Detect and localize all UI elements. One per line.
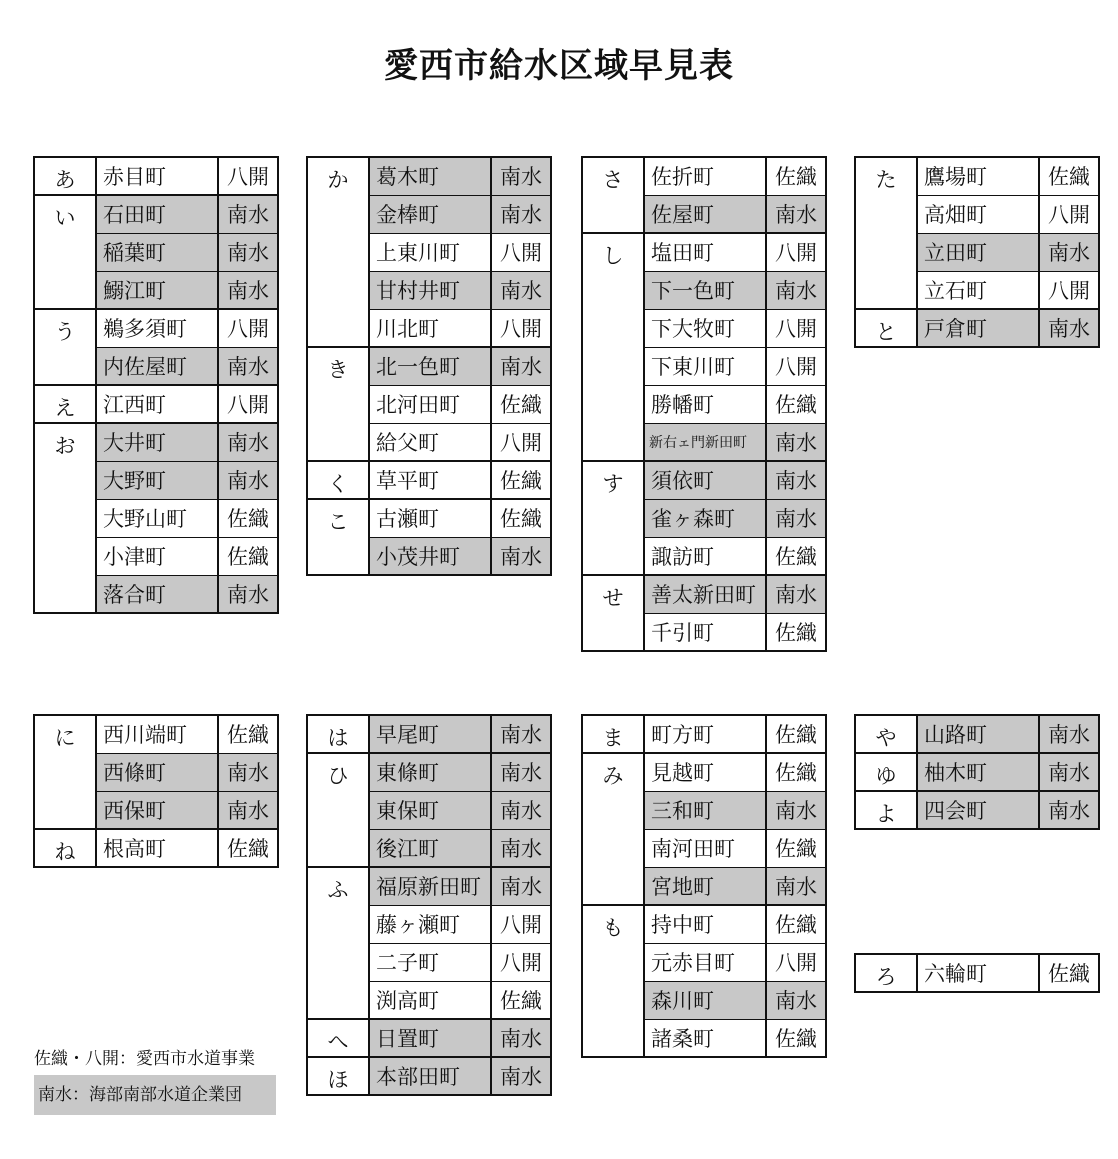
table-row [307, 347, 551, 385]
table-row [855, 954, 1099, 992]
table-row [307, 1057, 551, 1095]
supplier-cell: 南水 [218, 791, 278, 829]
kana-cell: ゆ [855, 753, 917, 791]
supplier-cell: 南水 [218, 423, 278, 461]
town-name-cell: 佐屋町 [644, 195, 766, 233]
supplier-cell: 南水 [766, 195, 826, 233]
town-name-cell: 戸倉町 [917, 309, 1039, 347]
town-name-cell: 立田町 [917, 233, 1039, 271]
supplier-cell: 佐織 [491, 461, 551, 499]
kana-cell: よ [855, 791, 917, 829]
kana-cell: み [582, 753, 644, 905]
town-name-cell: 落合町 [96, 575, 218, 613]
town-name-cell: 町方町 [644, 715, 766, 753]
supplier-cell: 南水 [491, 195, 551, 233]
kana-cell: く [307, 461, 369, 499]
kana-cell: に [34, 715, 96, 829]
town-name-cell: 勝幡町 [644, 385, 766, 423]
supplier-cell: 佐織 [218, 829, 278, 867]
town-name-cell: 見越町 [644, 753, 766, 791]
supplier-cell: 南水 [1039, 233, 1099, 271]
town-name-cell: 持中町 [644, 905, 766, 943]
town-name-cell: 下東川町 [644, 347, 766, 385]
town-name-cell: 小茂井町 [369, 537, 491, 575]
kana-cell: へ [307, 1019, 369, 1057]
table-row [307, 867, 551, 905]
town-name-cell: 内佐屋町 [96, 347, 218, 385]
table-block-ta-to [854, 156, 1100, 348]
table-row [582, 157, 826, 195]
town-name-cell: 鵜多須町 [96, 309, 218, 347]
town-name-cell: 東保町 [369, 791, 491, 829]
kana-cell: せ [582, 575, 644, 651]
supplier-cell: 南水 [1039, 791, 1099, 829]
supplier-cell: 佐織 [766, 829, 826, 867]
supplier-cell: 南水 [1039, 715, 1099, 753]
town-name-cell: 小津町 [96, 537, 218, 575]
supplier-cell: 南水 [766, 461, 826, 499]
table-row [34, 157, 278, 195]
supplier-cell: 南水 [491, 537, 551, 575]
town-name-cell: 諏訪町 [644, 537, 766, 575]
town-name-cell: 川北町 [369, 309, 491, 347]
supplier-cell: 南水 [766, 271, 826, 309]
town-name-cell: 千引町 [644, 613, 766, 651]
kana-cell: か [307, 157, 369, 347]
town-name-cell: 雀ヶ森町 [644, 499, 766, 537]
supplier-cell: 南水 [218, 575, 278, 613]
supplier-cell: 佐織 [766, 715, 826, 753]
supplier-cell: 南水 [766, 423, 826, 461]
table-row [855, 309, 1099, 347]
table-block-ka-ko [306, 156, 552, 576]
town-name-cell: 大井町 [96, 423, 218, 461]
table-row [307, 461, 551, 499]
table-row [34, 385, 278, 423]
table-row [307, 157, 551, 195]
table-block-a-o [33, 156, 279, 614]
table-block-ro [854, 953, 1100, 993]
town-name-cell: 諸桑町 [644, 1019, 766, 1057]
town-name-cell: 柚木町 [917, 753, 1039, 791]
town-name-cell: 佐折町 [644, 157, 766, 195]
supplier-cell: 佐織 [218, 537, 278, 575]
supplier-cell: 佐織 [766, 537, 826, 575]
town-name-cell: 給父町 [369, 423, 491, 461]
supplier-cell: 佐織 [491, 981, 551, 1019]
supplier-cell: 佐織 [1039, 157, 1099, 195]
town-name-cell: 善太新田町 [644, 575, 766, 613]
town-name-cell: 元赤目町 [644, 943, 766, 981]
town-name-cell: 立石町 [917, 271, 1039, 309]
kana-cell: し [582, 233, 644, 461]
supplier-cell: 佐織 [766, 385, 826, 423]
supplier-cell: 南水 [491, 271, 551, 309]
table-row [582, 575, 826, 613]
kana-cell: い [34, 195, 96, 309]
kana-cell: ふ [307, 867, 369, 1019]
town-name-cell: 大野山町 [96, 499, 218, 537]
supplier-cell: 八開 [1039, 271, 1099, 309]
town-name-cell: 南河田町 [644, 829, 766, 867]
supplier-cell: 南水 [491, 829, 551, 867]
town-name-cell: 下一色町 [644, 271, 766, 309]
supplier-cell: 佐織 [218, 499, 278, 537]
supplier-cell: 南水 [218, 233, 278, 271]
supplier-cell: 八開 [491, 233, 551, 271]
town-name-cell: 山路町 [917, 715, 1039, 753]
supplier-cell: 佐織 [766, 157, 826, 195]
kana-cell: ね [34, 829, 96, 867]
town-name-cell: 草平町 [369, 461, 491, 499]
supplier-cell: 南水 [491, 157, 551, 195]
table-row [34, 195, 278, 233]
table-row [582, 233, 826, 271]
town-name-cell: 早尾町 [369, 715, 491, 753]
town-name-cell: 四会町 [917, 791, 1039, 829]
kana-cell: と [855, 309, 917, 347]
town-name-cell: 森川町 [644, 981, 766, 1019]
kana-cell: は [307, 715, 369, 753]
kana-cell: え [34, 385, 96, 423]
town-name-cell: 古瀬町 [369, 499, 491, 537]
supplier-cell: 南水 [491, 753, 551, 791]
table-block-ya-yo [854, 714, 1100, 830]
town-name-cell: 二子町 [369, 943, 491, 981]
town-name-cell: 大野町 [96, 461, 218, 499]
town-name-cell: 後江町 [369, 829, 491, 867]
town-name-cell: 三和町 [644, 791, 766, 829]
town-name-cell: 江西町 [96, 385, 218, 423]
supplier-cell: 佐織 [766, 1019, 826, 1057]
town-name-cell: 根高町 [96, 829, 218, 867]
town-name-cell: 西保町 [96, 791, 218, 829]
town-name-cell: 葛木町 [369, 157, 491, 195]
kana-cell: う [34, 309, 96, 385]
legend-city-water: 佐織・八開：愛西市水道事業 [34, 1049, 255, 1069]
town-name-cell: 高畑町 [917, 195, 1039, 233]
town-name-cell: 宮地町 [644, 867, 766, 905]
kana-cell: あ [34, 157, 96, 195]
supplier-cell: 南水 [766, 499, 826, 537]
supplier-cell: 南水 [1039, 309, 1099, 347]
town-name-cell: 鰯江町 [96, 271, 218, 309]
town-name-cell: 藤ヶ瀬町 [369, 905, 491, 943]
kana-cell: ま [582, 715, 644, 753]
page-title: 愛西市給水区域早見表 [384, 46, 734, 86]
supplier-cell: 南水 [218, 347, 278, 385]
table-row [855, 791, 1099, 829]
legend-nanbu-water: 南水：海部南部水道企業団 [34, 1075, 276, 1115]
supplier-cell: 八開 [766, 943, 826, 981]
supplier-cell: 南水 [491, 1057, 551, 1095]
town-name-cell: 下大牧町 [644, 309, 766, 347]
supplier-cell: 八開 [491, 309, 551, 347]
supplier-cell: 南水 [218, 271, 278, 309]
supplier-cell: 八開 [491, 423, 551, 461]
table-row [582, 905, 826, 943]
town-name-cell: 日置町 [369, 1019, 491, 1057]
kana-cell: さ [582, 157, 644, 233]
table-row [307, 499, 551, 537]
supplier-cell: 八開 [218, 309, 278, 347]
table-row [582, 715, 826, 753]
kana-cell: ろ [855, 954, 917, 992]
supplier-cell: 佐織 [491, 385, 551, 423]
supplier-cell: 佐織 [766, 613, 826, 651]
supplier-cell: 南水 [1039, 753, 1099, 791]
supplier-cell: 南水 [766, 981, 826, 1019]
town-name-cell: 福原新田町 [369, 867, 491, 905]
supplier-cell: 佐織 [491, 499, 551, 537]
kana-cell: ひ [307, 753, 369, 867]
town-name-cell: 渕高町 [369, 981, 491, 1019]
supplier-cell: 南水 [218, 753, 278, 791]
kana-cell: や [855, 715, 917, 753]
table-row [855, 753, 1099, 791]
town-name-cell: 上東川町 [369, 233, 491, 271]
table-block-ma-mo [581, 714, 827, 1058]
kana-cell: た [855, 157, 917, 309]
town-name-cell: 石田町 [96, 195, 218, 233]
supplier-cell: 佐織 [1039, 954, 1099, 992]
town-name-cell: 北一色町 [369, 347, 491, 385]
table-row [34, 309, 278, 347]
supplier-cell: 南水 [491, 347, 551, 385]
table-row [34, 715, 278, 753]
supplier-cell: 南水 [491, 1019, 551, 1057]
supplier-cell: 八開 [766, 347, 826, 385]
table-row [855, 157, 1099, 195]
town-name-cell: 新右ェ門新田町 [644, 423, 766, 461]
town-name-cell: 六輪町 [917, 954, 1039, 992]
table-row [307, 715, 551, 753]
supplier-cell: 八開 [218, 157, 278, 195]
town-name-cell: 須依町 [644, 461, 766, 499]
supplier-cell: 南水 [218, 461, 278, 499]
table-row [34, 829, 278, 867]
supplier-cell: 南水 [766, 575, 826, 613]
town-name-cell: 金棒町 [369, 195, 491, 233]
supplier-cell: 佐織 [766, 905, 826, 943]
supplier-cell: 南水 [766, 791, 826, 829]
table-row [34, 423, 278, 461]
supplier-cell: 南水 [491, 715, 551, 753]
kana-cell: お [34, 423, 96, 613]
supplier-cell: 八開 [766, 309, 826, 347]
kana-cell: も [582, 905, 644, 1057]
table-block-ni-ne [33, 714, 279, 868]
kana-cell: ほ [307, 1057, 369, 1095]
kana-cell: き [307, 347, 369, 461]
table-row [307, 1019, 551, 1057]
town-name-cell: 西川端町 [96, 715, 218, 753]
supplier-cell: 八開 [1039, 195, 1099, 233]
supplier-cell: 八開 [491, 943, 551, 981]
town-name-cell: 西條町 [96, 753, 218, 791]
supplier-cell: 南水 [218, 195, 278, 233]
town-name-cell: 稲葉町 [96, 233, 218, 271]
supplier-cell: 八開 [766, 233, 826, 271]
town-name-cell: 塩田町 [644, 233, 766, 271]
supplier-cell: 八開 [491, 905, 551, 943]
town-name-cell: 鷹場町 [917, 157, 1039, 195]
town-name-cell: 本部田町 [369, 1057, 491, 1095]
table-row [582, 753, 826, 791]
table-row [582, 461, 826, 499]
kana-cell: す [582, 461, 644, 575]
supplier-cell: 南水 [491, 791, 551, 829]
table-row [855, 715, 1099, 753]
supplier-cell: 南水 [491, 867, 551, 905]
town-name-cell: 北河田町 [369, 385, 491, 423]
table-row [307, 753, 551, 791]
supplier-cell: 南水 [766, 867, 826, 905]
supplier-cell: 佐織 [766, 753, 826, 791]
kana-cell: こ [307, 499, 369, 575]
town-name-cell: 赤目町 [96, 157, 218, 195]
town-name-cell: 甘村井町 [369, 271, 491, 309]
table-block-ha-ho [306, 714, 552, 1096]
town-name-cell: 東條町 [369, 753, 491, 791]
supplier-cell: 八開 [218, 385, 278, 423]
supplier-cell: 佐織 [218, 715, 278, 753]
table-block-sa-se [581, 156, 827, 652]
